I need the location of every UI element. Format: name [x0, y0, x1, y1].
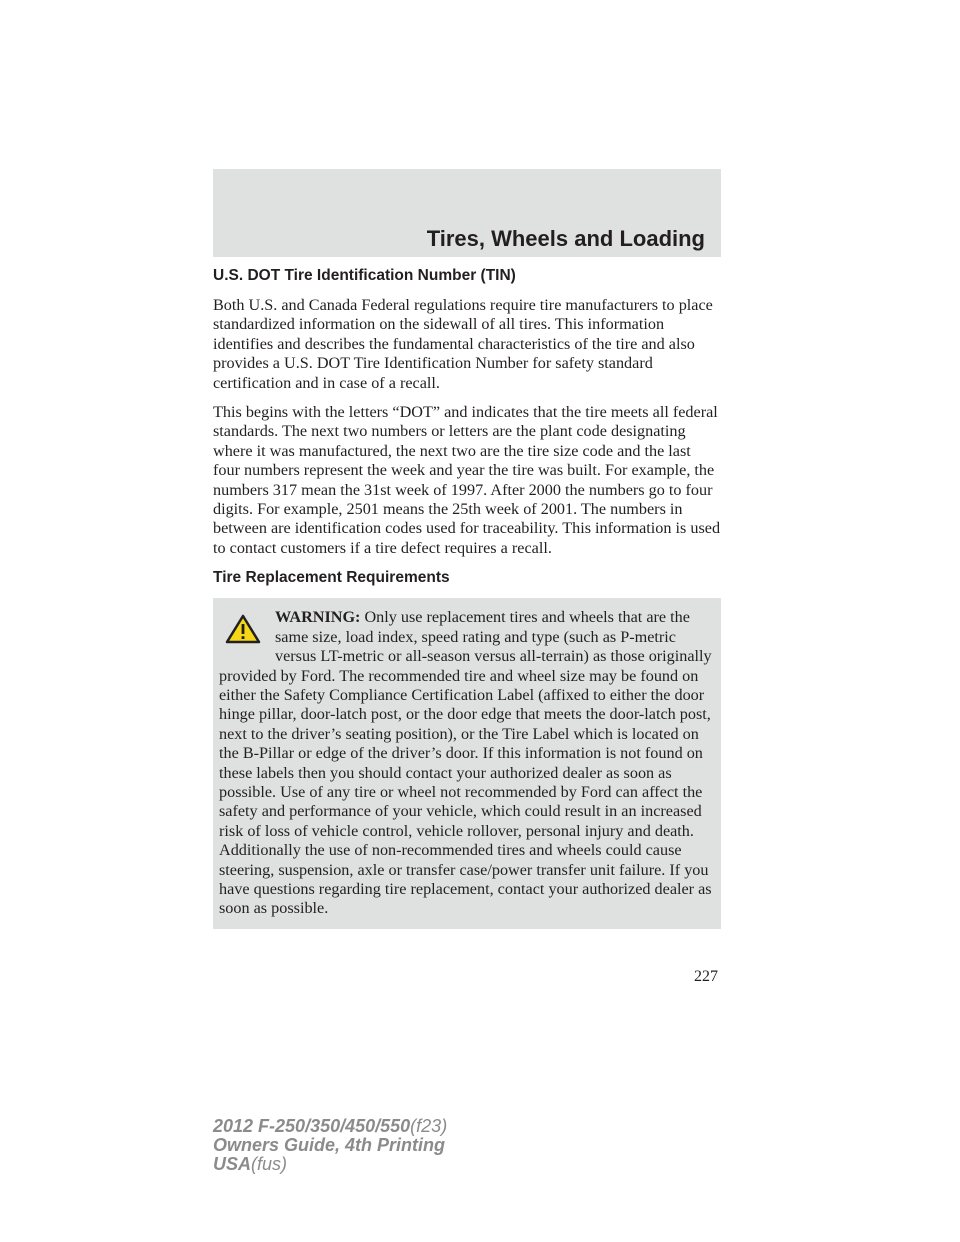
footer-region-code: (fus) — [251, 1154, 288, 1174]
footer-imprint — [213, 1117, 447, 1174]
footer-model-code: (f23) — [410, 1116, 448, 1136]
section-header-band — [213, 169, 721, 257]
tin-heading: U.S. DOT Tire Identification Number (TIN) — [213, 267, 516, 284]
page-number: 227 — [694, 968, 718, 985]
footer-region: USA — [213, 1154, 252, 1174]
warning-text: Only use replacement tires and wheels that are the same size, load index, speed rating and type (such as P-metric versus LT-metric or all-season versus all-terrain) as those originally provided by Ford. The recommended tire and wheel size may be found on either the Safety Compliance Certification Label (affixed to either the door hinge pillar, door-latch post, or the door edge that meets the door-latch post, next to the driver’s seating position), or the Tire Label which is located on the B-Pillar or edge of the driver’s door. If this information is not found on these labels then you should contact your authorized dealer as soon as possible. Use of any tire or wheel not recommended by Ford can affect the safety and performance of your vehicle, which could result in an increased risk of loss of vehicle control, vehicle rollover, personal injury and death. Additionally the use of non-recommended tires and wheels could cause steering, suspension, axle or transfer case/power transfer unit failure. If you have questions regarding tire replacement, contact your authorized dealer as soon as possible. — [219, 608, 712, 918]
replacement-heading: Tire Replacement Requirements — [213, 569, 450, 587]
footer-line-3 — [213, 1155, 447, 1174]
footer-line-1 — [213, 1117, 447, 1136]
tin-paragraph-2: This begins with the letters “DOT” and indicates that the tire meets all federal standards. The next two numbers or letters are the plant code designating where it was manufactured, the next two are the tire size code and the last four numbers represent the week and year the tire was built. For example, the numbers 317 mean the 31st week of 1997. After 2000 the numbers go to four digits. For example, 2501 means the 25th week of 2001. The numbers in between are identification codes used for traceability. This information is used to contact customers if a tire defect requires a recall. — [213, 403, 721, 557]
tin-paragraph-1: Both U.S. and Canada Federal regulations require tire manufacturers to place standardized information on the sidewall of all tires. This information identifies and describes the fundamental characteristics of the tire and also provides a U.S. DOT Tire Identification Number for safety standard certification and in case of a recall. — [213, 296, 713, 392]
page-content — [213, 266, 721, 929]
warning-label: WARNING: — [275, 608, 361, 627]
warning-triangle-icon — [225, 614, 261, 644]
warning-box — [213, 598, 721, 929]
section-title: Tires, Wheels and Loading — [426, 226, 705, 251]
footer-line-2 — [213, 1136, 447, 1155]
footer-guide: Owners Guide, 4th Printing — [213, 1135, 446, 1155]
footer-model: 2012 F-250/350/450/550 — [213, 1116, 411, 1136]
